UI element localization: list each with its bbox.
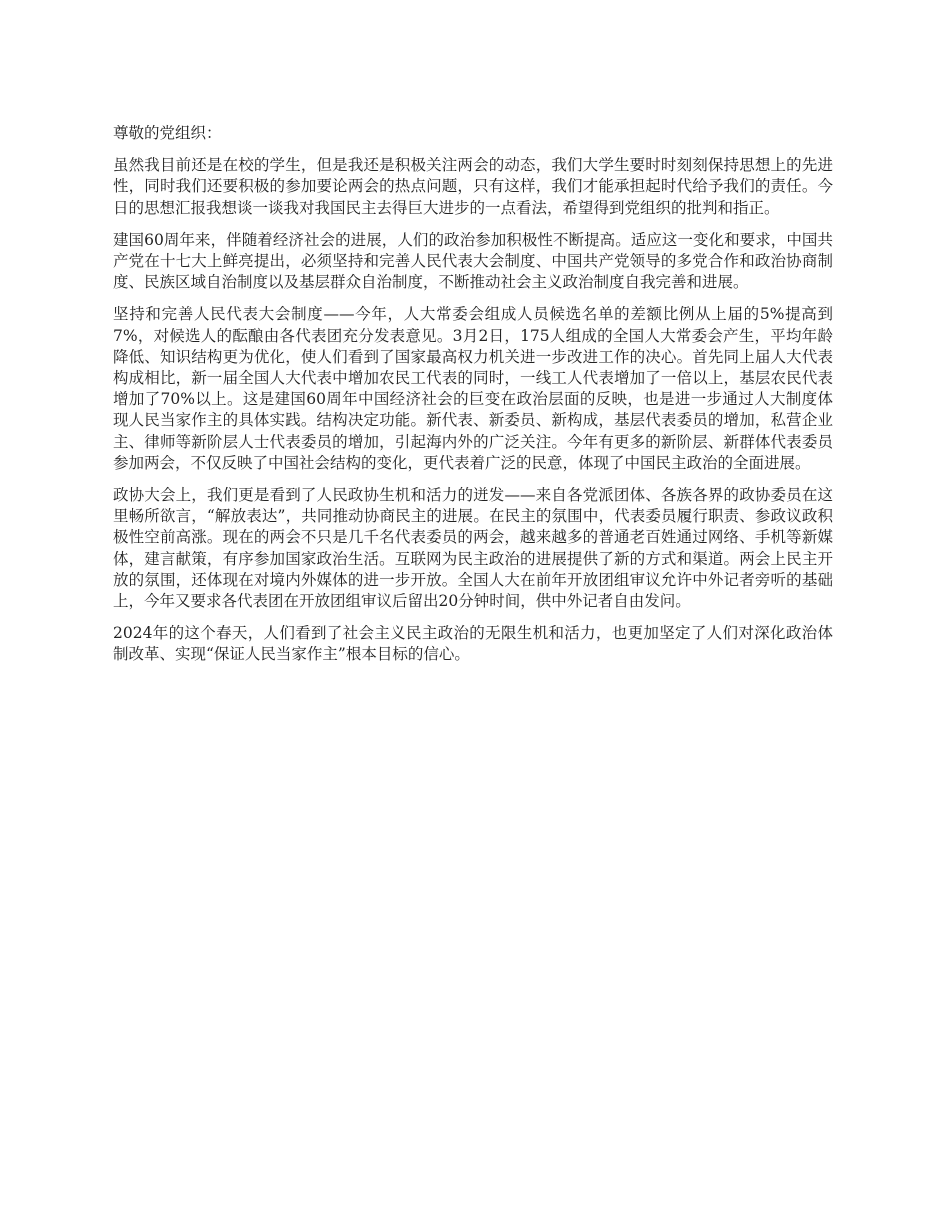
document-body (113, 123, 833, 677)
paragraph-cppcc: 政协大会上，我们更是看到了人民政协生机和活力的迸发——来自各党派团体、各族各界的政协委员在这里畅所欲言，“解放表达”，共同推动协商民主的进展。在民主的氛围中，代表委员履行职责、参政议政积极性空前高涨。现在的两会不只是几千名代表委员的两会，越来越多的普通老百姓通过网络、手机等新媒体，建言献策，有序参加国家政治生活。互联网为民主政治的进展提供了新的方式和渠道。两会上民主开放的氛围，还体现在对境内外媒体的进一步开放。全国人大在前年开放团组审议允许中外记者旁听的基础上，今年又要求各代表团在开放团组审议后留出20分钟时间，供中外记者自由发问。 (113, 486, 833, 611)
paragraph-conclusion: 2024年的这个春天，人们看到了社会主义民主政治的无限生机和活力，也更加坚定了人们对深化政治体制改革、实现“保证人民当家作主”根本目标的信心。 (113, 624, 833, 664)
paragraph-npc-system: 坚持和完善人民代表大会制度——今年，人大常委会组成人员候选名单的差额比例从上届的5%提高到7%，对候选人的酝酿由各代表团充分发表意见。3月2日，175人组成的全国人大常委会产生，平均年龄降低、知识结构更为优化，使人们看到了国家最高权力机关进一步改进工作的决心。首先同上届人大代表构成相比，新一届全国人大代表中增加农民工代表的同时，一线工人代表增加了一倍以上，基层农民代表增加了70%以上。这是建国60周年中国经济社会的巨变在政治层面的反映，也是进一步通过人大制度体现人民当家作主的具体实践。结构决定功能。新代表、新委员、新构成，基层代表委员的增加，私营企业主、律师等新阶层人士代表委员的增加，引起海内外的广泛关注。今年有更多的新阶层、新群体代表委员参加两会，不仅反映了中国社会结构的变化，更代表着广泛的民意，体现了中国民主政治的全面进展。 (113, 305, 833, 472)
salutation: 尊敬的党组织： (113, 124, 222, 142)
paragraph-political-system: 建国60周年来，伴随着经济社会的进展，人们的政治参加积极性不断提高。适应这一变化和要求，中国共产党在十七大上鲜亮提出，必须坚持和完善人民代表大会制度、中国共产党领导的多党合作和政治协商制度、民族区域自治制度以及基层群众自治制度，不断推动社会主义政治制度自我完善和进展。 (113, 230, 833, 292)
paragraph-intro: 虽然我目前还是在校的学生，但是我还是积极关注两会的动态，我们大学生要时时刻刻保持思想上的先进性，同时我们还要积极的参加要论两会的热点问题，只有这样，我们才能承担起时代给予我们的责任。今日的思想汇报我想谈一谈我对我国民主去得巨大进步的一点看法，希望得到党组织的批判和指正。 (113, 156, 833, 217)
